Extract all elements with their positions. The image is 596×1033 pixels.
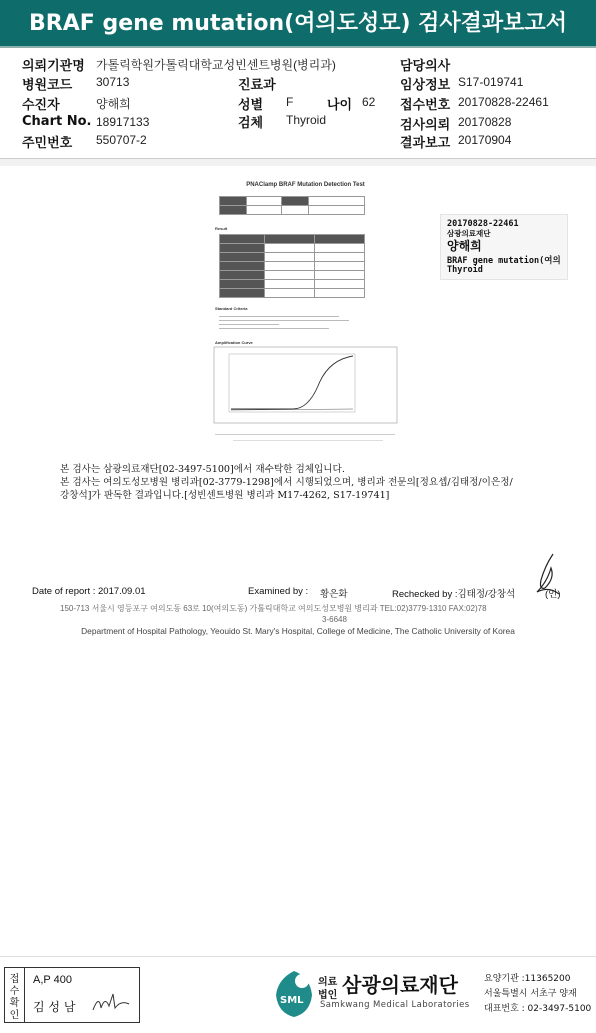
corp-label-2: 법인: [318, 990, 338, 1001]
clinical-label: 임상정보: [400, 78, 451, 93]
note-line-3: 강창석]가 판독한 결과입니다.[성빈센트병원 병리과 M17-4262, S17-19741]: [60, 490, 390, 501]
report-date: Date of report : 2017.09.01: [32, 586, 146, 597]
confirm-code: A,P 400: [33, 974, 72, 986]
stamp-test: BRAF gene mutation(여의: [447, 256, 561, 266]
department-line: Department of Hospital Pathology, Yeouido St. Mary's Hospital, College of Medicine, The Catholic University of Korea: [81, 626, 515, 636]
pna-patient-table: [219, 196, 365, 215]
report-title-bar: [0, 0, 596, 48]
resident-value: 550707-2: [96, 133, 147, 147]
lab-address: [60, 603, 565, 625]
age-label: 나이: [327, 98, 353, 113]
sample-stamp: [440, 214, 568, 280]
receipt-label: 접수번호: [400, 98, 451, 113]
clinical-value: S17-019741: [458, 75, 524, 89]
logo-mark-text: SML: [280, 995, 304, 1006]
pnaclamp-report-thumbnail: [213, 182, 398, 454]
stamp-lab: 삼광의료재단: [447, 229, 491, 238]
pna-title: PNAClamp BRAF Mutation Detection Test: [246, 182, 365, 188]
hospital-code-value: 30713: [96, 75, 130, 89]
patient-label: 수진자: [22, 98, 60, 113]
foundation-english: Samkwang Medical Laboratories: [320, 1000, 470, 1010]
report-title: BRAF gene mutation(여의도성모) 검사결과보고서: [29, 11, 567, 36]
stamp-receipt: 20170828-22461: [447, 219, 519, 229]
sml-logo-icon: [272, 969, 316, 1019]
report-date-value: 20170904: [458, 133, 512, 147]
footer: [0, 956, 596, 1033]
foundation-phone: 대표번호 : 02-3497-5100: [484, 1004, 592, 1014]
requester-label: 의뢰기관명: [22, 59, 85, 74]
confirm-label: 접수확인: [5, 968, 25, 1022]
note-line-1: 본 검사는 삼광의료재단[02-3497-5100]에서 재수탁한 검체입니다.: [60, 464, 345, 475]
address-line-2: 3-6648: [322, 615, 347, 624]
specimen-label: 검체: [238, 116, 264, 131]
rechecked-label: Rechecked by :김태정/강창석: [392, 589, 516, 600]
foundation-address: 서울특별시 서초구 양재: [484, 989, 577, 999]
stamp-specimen: Thyroid: [447, 265, 483, 275]
patient-info: [0, 48, 596, 158]
examined-label: Examined by :: [248, 586, 309, 597]
stamp-patient: 양해희: [447, 239, 482, 253]
hospital-code-label: 병원코드: [22, 78, 73, 93]
sex-label: 성별: [238, 98, 264, 113]
doctor-signature: [525, 552, 565, 600]
chart-label: Chart No.: [22, 114, 92, 129]
pna-result-label: Result: [215, 226, 228, 231]
resident-label: 주민번호: [22, 136, 73, 151]
confirm-name: 김 성 남: [33, 1000, 76, 1014]
signature-row: [0, 582, 596, 602]
receipt-value: 20170828-22461: [458, 95, 549, 109]
dept-label: 진료과: [238, 78, 276, 93]
doctor-label: 담당의사: [400, 59, 451, 74]
receipt-confirm-box: [4, 967, 140, 1023]
request-date-value: 20170828: [458, 115, 512, 129]
chart-value: 18917133: [96, 115, 150, 129]
corp-label-1: 의료: [318, 977, 338, 988]
age-value: 62: [362, 95, 376, 109]
patient-value: 양해희: [96, 97, 131, 111]
requester-value: 가톨릭학원가톨릭대학교성빈센트병원(병리과): [96, 58, 336, 72]
pna-standard-text: [219, 313, 359, 335]
address-line-1: 150-713 서울시 영등포구 여의도동 63로 10(여의도동) 가톨릭대학교 여의도성모병원 병리과 TEL:02)3779-1310 FAX:02)78: [60, 604, 487, 613]
sex-value: F: [286, 95, 294, 109]
amplification-curve: [213, 346, 398, 424]
specimen-value: Thyroid: [286, 113, 327, 127]
report-note: [60, 463, 513, 502]
pna-curve-label: Amplification Curve: [215, 340, 253, 345]
pna-result-table: [219, 234, 365, 298]
examined-value: 황은화: [320, 589, 348, 600]
institution-code: 요양기관 :11365200: [484, 974, 571, 984]
foundation-name: 삼광의료재단: [342, 973, 458, 997]
confirm-signature: [91, 990, 131, 1016]
seal-mark: (인): [545, 589, 561, 600]
pna-standard-label: Standard Criteria: [215, 306, 248, 311]
request-date-label: 검사의뢰: [400, 118, 451, 133]
report-date-label: 결과보고: [400, 136, 451, 151]
note-line-2: 본 검사는 여의도성모병원 병리과[02-3779-1298]에서 시행되었으며, 병리과 전문의[정요셉/김태정/이은정/: [60, 477, 513, 488]
